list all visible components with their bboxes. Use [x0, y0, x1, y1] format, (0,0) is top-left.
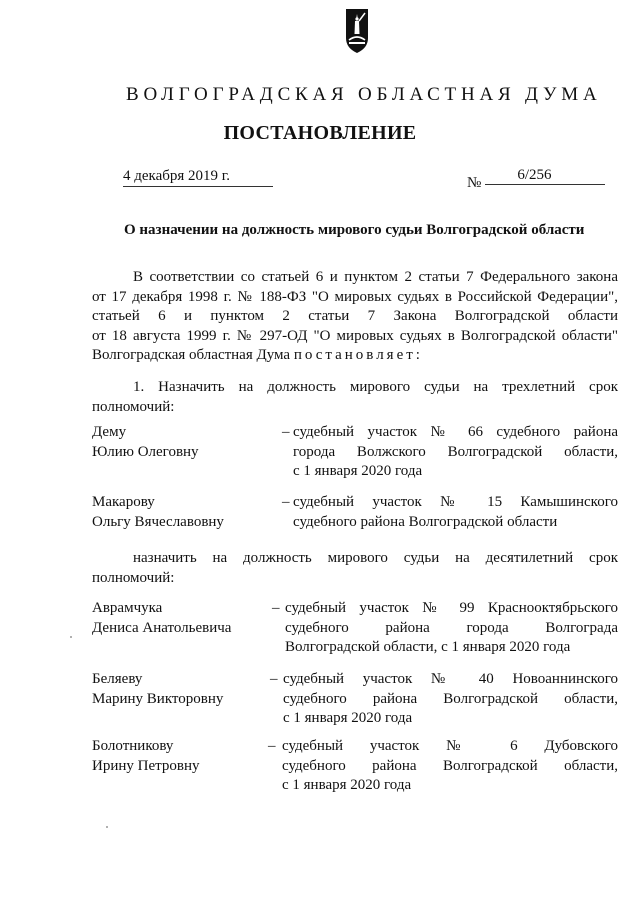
preamble-line: статьей 6 и пунктом 2 статьи 7 Закона Волгоградской области — [92, 308, 618, 325]
preamble-last-line — [92, 346, 618, 366]
section-line: назначить на должность мирового судьи на десятилетний срок — [133, 550, 618, 566]
dash: – — [282, 424, 290, 440]
preamble-line: от 18 августа 1999 г. № 297-ОД "О мировых судьях в Волгоградской области" — [92, 327, 618, 344]
section-1-intro — [92, 378, 618, 417]
document-type-title: ПОСТАНОВЛЕНИЕ — [223, 122, 417, 144]
court-district: судебный участок № 15 Камышинского судебного района Волгоградской области — [293, 494, 618, 530]
appointee-name: Беляеву Марину Викторовну — [92, 671, 224, 707]
preamble-prefix: Волгоградская областная Дума — [92, 347, 291, 364]
document-date: 4 декабря 2019 г. — [123, 168, 273, 187]
document-number-field — [467, 167, 605, 193]
section-line: полномочий: — [92, 398, 175, 415]
section-line: 1. Назначить на должность мирового судьи на трехлетний срок — [133, 379, 618, 395]
dash: – — [272, 600, 280, 616]
court-district: судебный участок № 99 Краснооктябрьского судебного района города Волгограда Волгоградской области, с 1 января 2020 года — [285, 600, 618, 656]
number-sign: № — [467, 175, 482, 191]
section-2-intro — [92, 549, 618, 588]
preamble-line: В соответствии со статьей 6 и пунктом 2 статьи 7 Федерального закона — [133, 269, 618, 285]
preamble-line: от 17 декабря 1998 г. № 188-ФЗ "О мировых судьях в Российской Федерации", — [92, 288, 618, 305]
document-number: 6/256 — [485, 167, 605, 185]
document-subject: О назначении на должность мирового судьи Волгоградской области — [124, 222, 585, 238]
scan-speck — [70, 636, 72, 638]
court-district: судебный участок № 40 Новоаннинского судебного района Волгоградской области, с 1 января 2020 года — [283, 671, 618, 727]
section-line: полномочий: — [92, 569, 175, 586]
dash: – — [282, 494, 290, 510]
dash: – — [270, 671, 278, 687]
volgograd-coat-of-arms-icon — [343, 8, 371, 54]
appointee-name: Макарову Ольгу Вячеславовну — [92, 494, 224, 530]
court-district: судебный участок № 66 судебного района города Волжского Волгоградской области, с 1 января 2020 года — [293, 424, 618, 480]
scan-speck — [106, 826, 108, 828]
appointee-name: Дему Юлию Олеговну — [92, 424, 199, 460]
preamble — [92, 268, 618, 366]
court-district: судебный участок № 6 Дубовского судебного района Волгоградской области, с 1 января 2020 года — [282, 738, 618, 794]
dash: – — [268, 738, 276, 754]
appointee-name: Болотникову Ирину Петровну — [92, 738, 200, 774]
resolution-verb: постановляет: — [293, 347, 423, 364]
appointee-name: Аврамчука Дениса Анатольевича — [92, 600, 232, 636]
organization-name: ВОЛГОГРАДСКАЯ ОБЛАСТНАЯ ДУМА — [126, 84, 602, 105]
